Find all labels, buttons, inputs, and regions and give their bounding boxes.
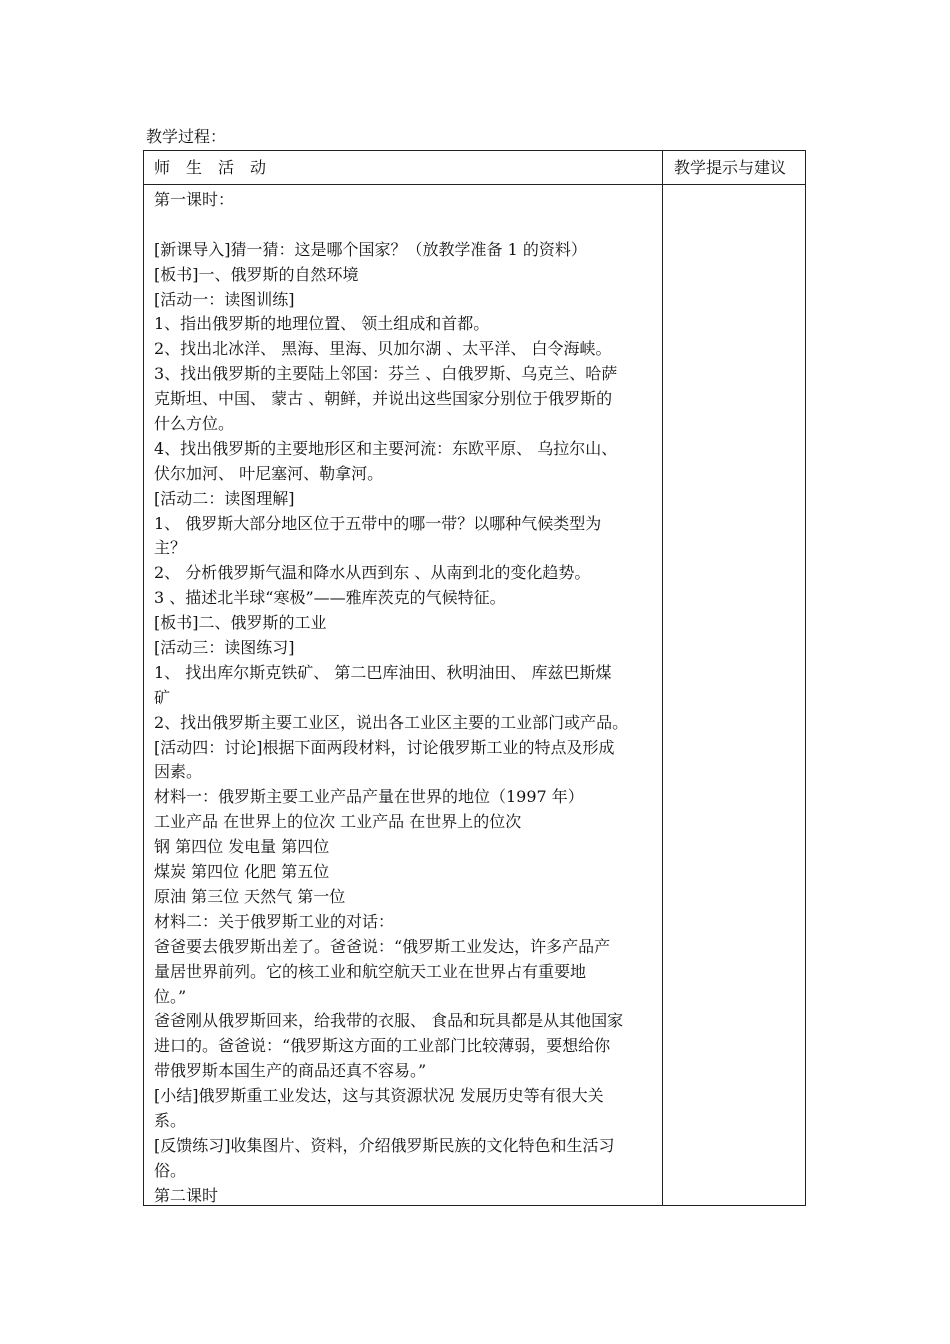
content-line: 什么方位。 — [154, 414, 235, 434]
content-line — [154, 213, 654, 238]
content-line: 2、找出北冰洋、 黑海、里海、贝加尔湖 、太平洋、 白令海峡。 — [154, 339, 612, 359]
content-line: 带俄罗斯本国生产的商品还真不容易。” — [154, 1061, 427, 1081]
content-line: 主？ — [154, 538, 187, 558]
lesson-table — [143, 150, 806, 1206]
content-line: 爸爸刚从俄罗斯回来，给我带的衣服、 食品和玩具都是从其他国家 — [154, 1011, 624, 1031]
content-line: 因素。 — [154, 762, 203, 782]
content-line: 矿 — [154, 687, 171, 707]
content-line: 4、找出俄罗斯的主要地形区和主要河流：东欧平原、 乌拉尔山、 — [154, 438, 618, 458]
content-line: 钢 第四位 发电量 第四位 — [154, 837, 330, 857]
content-line: 伏尔加河、 叶尼塞河、勒拿河。 — [154, 463, 384, 483]
content-line: 材料二：关于俄罗斯工业的对话： — [154, 911, 395, 931]
content-line: [板书]一、俄罗斯的自然环境 — [154, 264, 359, 284]
content-line: 原油 第三位 天然气 第一位 — [154, 886, 346, 906]
content-line: [活动三：读图练习] — [154, 638, 295, 658]
content-line: 1、指出俄罗斯的地理位置、 领土组成和首都。 — [154, 314, 490, 334]
content-line: 1、 俄罗斯大部分地区位于五带中的哪一带？以哪种气候类型为 — [154, 513, 602, 533]
content-line: [活动二：读图理解] — [154, 488, 295, 508]
content-line: [板书]二、俄罗斯的工业 — [154, 613, 327, 633]
content-line: 3、找出俄罗斯的主要陆上邻国：芬兰 、白俄罗斯、乌克兰、哈萨 — [154, 364, 618, 384]
content-line: [反馈练习]收集图片、资料，介绍俄罗斯民族的文化特色和生活习 — [154, 1135, 615, 1155]
content-line: 材料一：俄罗斯主要工业产品产量在世界的地位（1997 年） — [154, 787, 584, 807]
content-line: 1、 找出库尔斯克铁矿、 第二巴库油田、秋明油田、 库兹巴斯煤 — [154, 662, 612, 682]
content-line: 3 、描述北半球“寒极”——雅库茨克的气候特征。 — [154, 588, 506, 608]
header-teaching-tips: 教学提示与建议 — [674, 158, 787, 177]
content-line: 煤炭 第四位 化肥 第五位 — [154, 862, 330, 882]
content-line: 2、 分析俄罗斯气温和降水从西到东 、从南到北的变化趋势。 — [154, 563, 591, 583]
content-line: [活动一：读图训练] — [154, 289, 295, 309]
header-teacher-student-activity: 师 生 活 动 — [154, 158, 267, 177]
content-line: 克斯坦、中国、 蒙古 、朝鲜，并说出这些国家分别位于俄罗斯的 — [154, 389, 613, 409]
activity-content — [154, 188, 654, 1209]
content-line: 系。 — [154, 1110, 187, 1130]
page-heading: 教学过程： — [146, 127, 227, 146]
content-line: [活动四：讨论]根据下面两段材料，讨论俄罗斯工业的特点及形成 — [154, 737, 615, 757]
content-line: 位。” — [154, 986, 187, 1006]
content-line: [新课导入]猜一猜：这是哪个国家？（放教学准备 1 的资料） — [154, 239, 587, 259]
content-line: 第一课时： — [154, 190, 235, 209]
content-line: 俗。 — [154, 1160, 187, 1180]
content-line: 工业产品 在世界上的位次 工业产品 在世界上的位次 — [154, 812, 522, 832]
content-line: 量居世界前列。它的核工业和航空航天工业在世界占有重要地 — [154, 961, 587, 981]
content-line: 第二课时 — [154, 1185, 219, 1205]
content-line: 2、找出俄罗斯主要工业区，说出各工业区主要的工业部门或产品。 — [154, 712, 629, 732]
content-line: 爸爸要去俄罗斯出差了。爸爸说：“俄罗斯工业发达，许多产品产 — [154, 936, 611, 956]
header-divider — [144, 184, 805, 185]
content-line: [小结]俄罗斯重工业发达，这与其资源状况 发展历史等有很大关 — [154, 1086, 604, 1106]
column-divider — [662, 151, 663, 1205]
content-line: 进口的。爸爸说：“俄罗斯这方面的工业部门比较薄弱，要想给你 — [154, 1036, 611, 1056]
